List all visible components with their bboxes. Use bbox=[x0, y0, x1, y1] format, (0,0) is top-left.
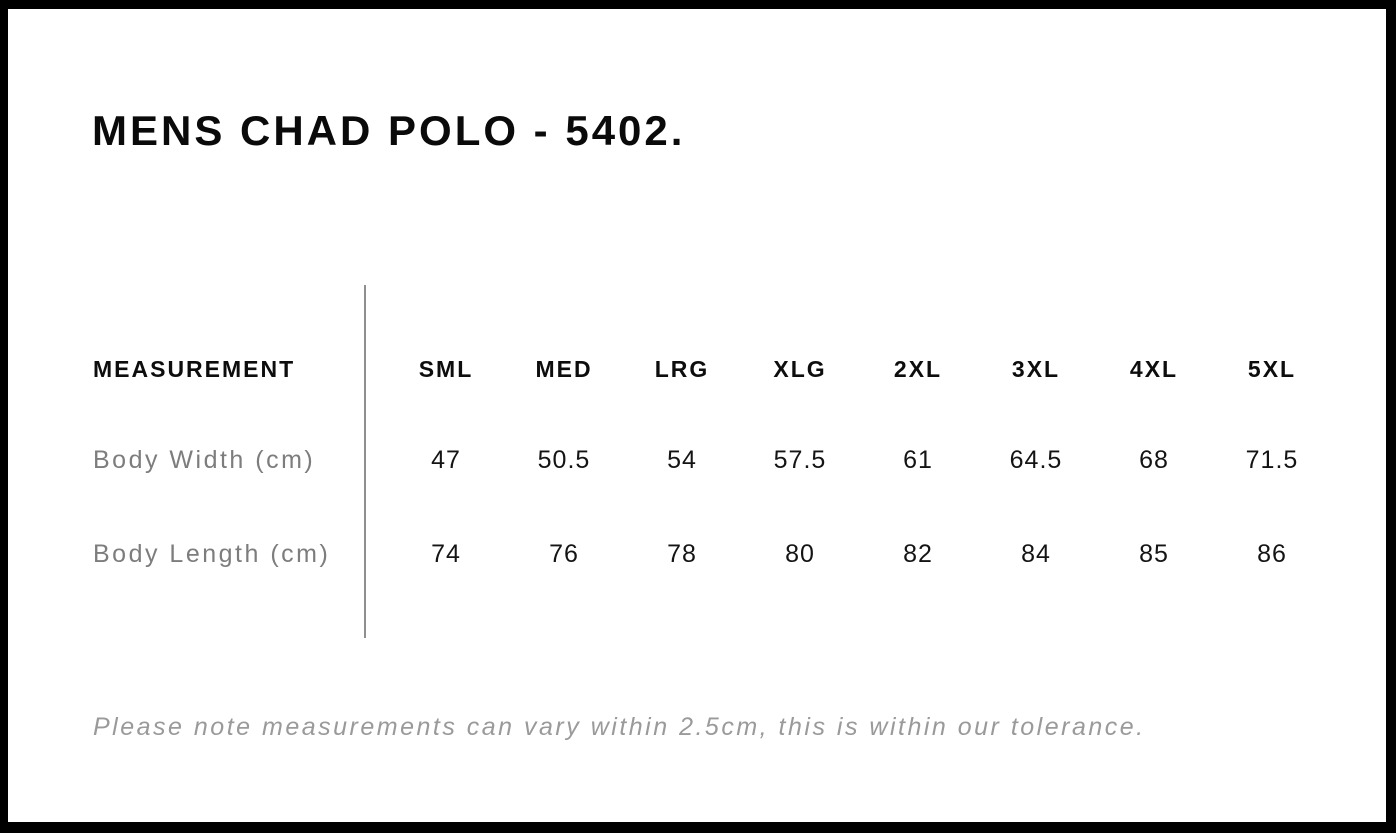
size-header-xlg: XLG bbox=[773, 355, 827, 382]
cell-body-width-lrg: 54 bbox=[667, 445, 697, 474]
size-header-lrg: LRG bbox=[654, 355, 710, 382]
table-row-body-width bbox=[93, 440, 1331, 480]
cell-body-length-4xl: 85 bbox=[1139, 539, 1169, 568]
size-header-sml: SML bbox=[418, 355, 474, 382]
cell-body-length-2xl: 82 bbox=[903, 539, 933, 568]
page-title: MENS CHAD POLO - 5402. bbox=[92, 107, 686, 154]
size-chart-header-row bbox=[93, 349, 1331, 389]
cell-body-length-sml: 74 bbox=[431, 539, 461, 568]
cell-body-width-med: 50.5 bbox=[537, 445, 591, 474]
cell-body-width-4xl: 68 bbox=[1139, 445, 1169, 474]
size-header-2xl: 2XL bbox=[893, 355, 943, 382]
cell-body-width-3xl: 64.5 bbox=[1009, 445, 1063, 474]
cell-body-length-3xl: 84 bbox=[1021, 539, 1051, 568]
size-header-4xl: 4XL bbox=[1129, 355, 1179, 382]
table-row-body-length bbox=[93, 534, 1331, 574]
size-header-3xl: 3XL bbox=[1011, 355, 1061, 382]
cell-body-width-xlg: 57.5 bbox=[773, 445, 827, 474]
size-header-med: MED bbox=[535, 355, 593, 382]
cell-body-width-sml: 47 bbox=[431, 445, 461, 474]
cell-body-length-xlg: 80 bbox=[785, 539, 815, 568]
cell-body-length-med: 76 bbox=[549, 539, 579, 568]
cell-body-length-5xl: 86 bbox=[1257, 539, 1287, 568]
measurement-column-header: MEASUREMENT bbox=[93, 355, 296, 382]
row-label-body-width: Body Width (cm) bbox=[93, 445, 316, 474]
tolerance-note: Please note measurements can vary within 2.5cm, this is within our tolerance. bbox=[93, 713, 1146, 741]
row-label-body-length: Body Length (cm) bbox=[93, 539, 331, 568]
size-header-5xl: 5XL bbox=[1247, 355, 1297, 382]
cell-body-width-5xl: 71.5 bbox=[1245, 445, 1299, 474]
cell-body-length-lrg: 78 bbox=[667, 539, 697, 568]
cell-body-width-2xl: 61 bbox=[903, 445, 933, 474]
